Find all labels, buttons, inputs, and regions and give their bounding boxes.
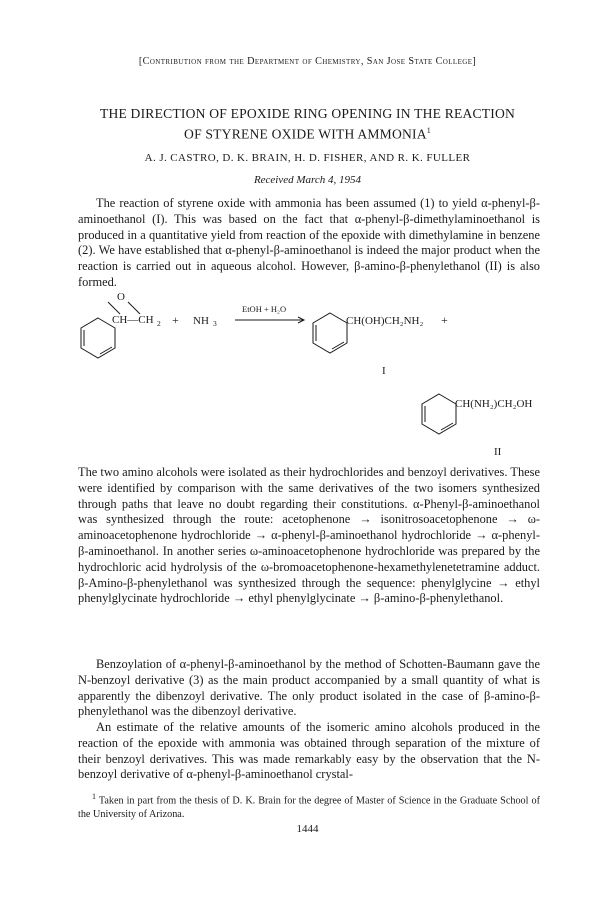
epoxide-bridge xyxy=(108,302,140,314)
body-paragraph-1: The reaction of styrene oxide with ammonia has been assumed (1) to yield α-phenyl-β-aminoethanol (I). This was based on the fact that α-phenyl-β-dimethylaminoethanol is produced in a quantitative yield from reaction of the epoxide with dimethylamine in benzene (2). We have established that α-phenyl-β-aminoethanol is indeed the major product when the reaction is carried out in aqueous alcohol. However, β-amino-β-phenylethanol (II) is also formed. xyxy=(78,196,540,289)
author-list: A. J. CASTRO, D. K. BRAIN, H. D. FISHER, AND R. K. FULLER xyxy=(144,152,471,164)
body-paragraph-3: Benzoylation of α-phenyl-β-aminoethanol by the method of Schotten-Baumann gave the N-benzoyl derivative (3) as the main product accompanied by a small quantity of what is apparently the dibenzoyl derivative. The only product isolated in the case of β-amino-β-phenylethanol was the dibenzoyl derivative. xyxy=(78,657,540,719)
epoxide-oxygen: O xyxy=(117,291,125,303)
body-paragraph-4: An estimate of the relative amounts of the isomeric amino alcohols produced in the reaction of the epoxide with ammonia was obtained through separation of the mixture of their benzoyl derivatives. This was made remarkably easy by the observation that the N-benzoyl derivative of α-phenyl-β-aminoethanol crystal- xyxy=(78,720,540,782)
footnote-mark: 1 xyxy=(92,792,96,801)
product-plus: + xyxy=(441,313,448,327)
reaction-scheme xyxy=(0,290,615,470)
footnote-text: Taken in part from the thesis of D. K. Brain for the degree of Master of Science in the Graduate School of the University of Arizona. xyxy=(78,795,540,820)
body-paragraph-2: The two amino alcohols were isolated as their hydrochlorides and benzoyl derivatives. These were identified by comparison with the same derivatives of the two isomers synthesized through paths that leave no doubt regarding their constitutions. α-Phenyl-β-aminoethanol was synthesized through the route: acetophenone → isonitrosoacetophenone → ω-aminoacetophenone hydrochloride → α-phenyl-β-aminoethanol hydrochloride → α-phenyl-β-aminoethanol. In another series ω-aminoacetophenone hydrochloride was prepared by the hydrochloric acid hydrolysis of the ω-bromoacetophenone-hexamethylenetetramine adduct. β-Amino-β-phenylethanol was synthesized through the sequence: phenylglycine → ethyl phenylglycinate hydrochloride → ethyl phenylglycinate → β-amino-β-phenylethanol. xyxy=(78,465,540,606)
ammonia-sub: 3 xyxy=(213,319,217,328)
reaction-arrow xyxy=(235,317,304,323)
product-2-label: II xyxy=(494,446,502,458)
title-line-2 xyxy=(40,122,575,143)
footnote xyxy=(78,790,540,821)
title-footnote-mark: 1 xyxy=(426,126,431,135)
page-number: 1444 xyxy=(296,823,319,835)
benzene-ring-product-2 xyxy=(422,394,456,434)
product-1-label: I xyxy=(382,365,386,377)
title-line-1: THE DIRECTION OF EPOXIDE RING OPENING IN THE REACTION xyxy=(99,106,516,121)
epoxide-chain-sub: 2 xyxy=(157,319,161,328)
contribution-header: [Contribution from the Department of Chemistry, San Jose State College] xyxy=(138,56,477,67)
product-2-formula: CH(NH₂)CH₂OH xyxy=(455,398,533,410)
title-line-2-text: OF STYRENE OXIDE WITH AMMONIA xyxy=(184,126,427,142)
article-title xyxy=(40,105,575,143)
product-1-formula: CH(OH)CH₂NH₂ xyxy=(346,315,424,327)
reaction-conditions: EtOH + H₂O xyxy=(242,304,287,314)
benzene-ring-product-1 xyxy=(313,313,347,353)
received-date: Received March 4, 1954 xyxy=(253,174,362,186)
reactant-plus: + xyxy=(172,313,179,327)
ammonia: NH xyxy=(193,315,209,327)
benzene-ring-styrene-oxide xyxy=(81,318,115,358)
epoxide-chain: CH—CH xyxy=(112,314,154,326)
